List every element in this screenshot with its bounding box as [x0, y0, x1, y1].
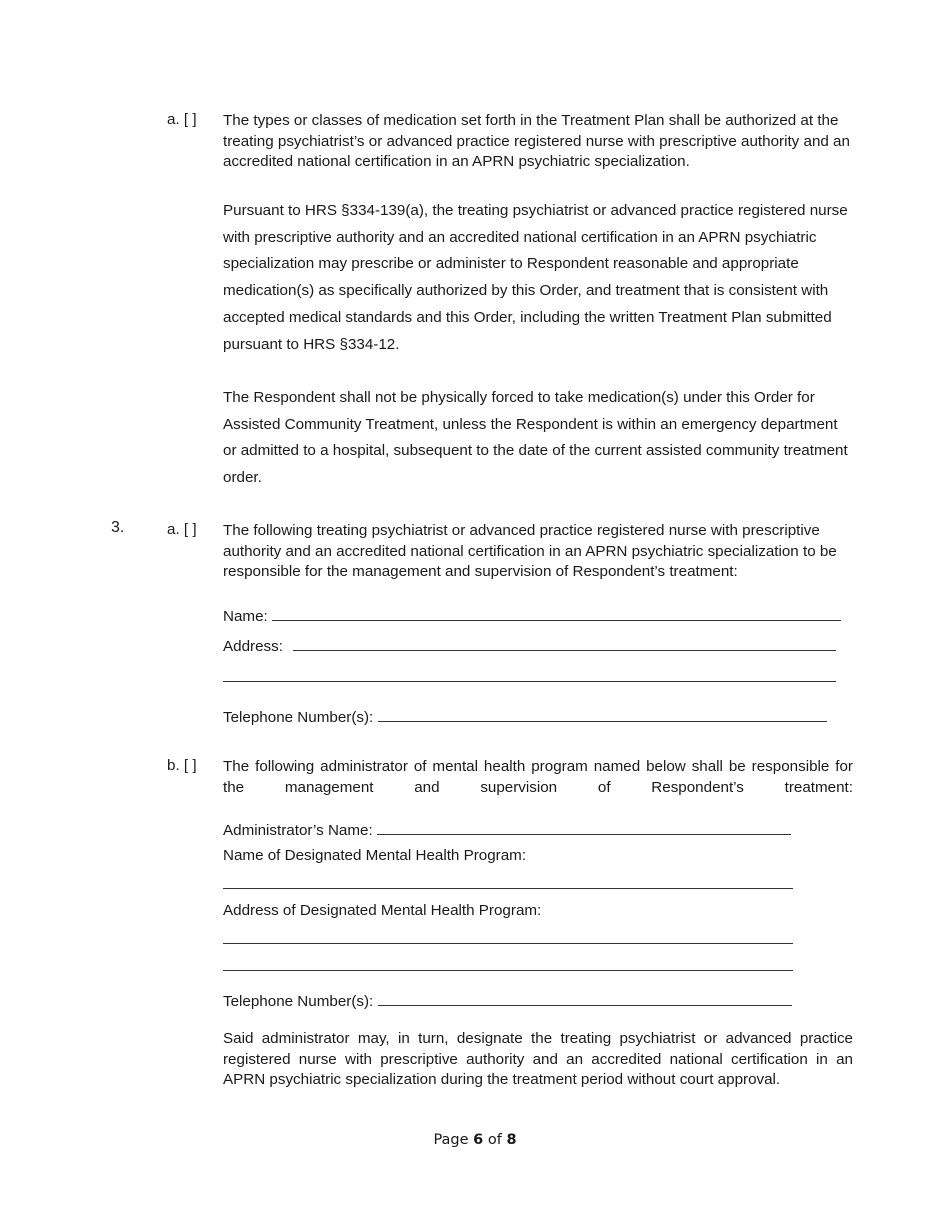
checkbox-2a-label: a. [ ]: [167, 111, 197, 128]
checkbox-3a-label: a. [ ]: [167, 521, 197, 538]
checkbox-3b[interactable]: [167, 757, 197, 774]
paragraph-3a: The following treating psychiatrist or advanced practice registered nurse with prescriptive authority and an accredited national certification in an APRN psychiatric specialization to be responsible for the management and supervision of Respondent’s treatment:: [223, 522, 837, 580]
paragraph-hrs-334-139: Pursuant to HRS §334-139(a), the treating psychiatrist or advanced practice registered nurse with prescriptive authority and an accredited national certification in an APRN psychiatric specialization may prescribe or administer to Respondent reasonable and appropriate medication(s) as specifically authorized by this Order, and treatment that is consistent with accepted medical standards and this Order, including the written Treatment Plan submitted pursuant to HRS §334-12.: [223, 202, 848, 353]
total-pages: 8: [506, 1132, 517, 1148]
address-blank-1[interactable]: [293, 636, 836, 651]
name-field: [223, 606, 841, 625]
telephone-label-3b: Telephone Number(s):: [223, 993, 374, 1010]
telephone-label-3a: Telephone Number(s):: [223, 709, 374, 726]
address-blank-2[interactable]: [223, 681, 836, 682]
name-blank[interactable]: [272, 606, 841, 621]
checkbox-3a[interactable]: [167, 521, 197, 538]
section-number-3: 3.: [111, 519, 125, 536]
telephone-field-3a: [223, 707, 827, 726]
program-name-blank[interactable]: [223, 888, 793, 889]
address-label: Address:: [223, 638, 283, 655]
paragraph-designation: Said administrator may, in turn, designate the treating psychiatrist or advanced practice registered nurse with prescriptive authority and an accredited national certification in an APRN psychiatric specialization during the treatment period without court approval.: [223, 1030, 853, 1088]
administrator-name-label: Administrator’s Name:: [223, 822, 373, 839]
program-name-label: Name of Designated Mental Health Program:: [223, 847, 527, 864]
telephone-blank-3a[interactable]: [378, 707, 827, 722]
telephone-field-3b: [223, 991, 792, 1010]
telephone-blank-3b[interactable]: [378, 991, 792, 1006]
administrator-name-blank[interactable]: [377, 820, 791, 835]
checkbox-2a[interactable]: [167, 111, 197, 128]
program-address-blank-2[interactable]: [223, 970, 793, 971]
page-prefix: Page: [433, 1132, 469, 1148]
page-footer: [0, 1132, 950, 1148]
administrator-name-field: [223, 820, 791, 839]
program-address-label: Address of Designated Mental Health Program:: [223, 902, 542, 919]
program-address-blank-1[interactable]: [223, 943, 793, 944]
paragraph-3b: The following administrator of mental health program named below shall be responsible for the management and supervision of Respondent’s treatment:: [223, 758, 853, 796]
paragraph-2a: The types or classes of medication set forth in the Treatment Plan shall be authorized at the treating psychiatrist’s or advanced practice registered nurse with prescriptive authority and an accredited national certification in an APRN psychiatric specialization.: [223, 112, 850, 170]
paragraph-no-forced-medication: The Respondent shall not be physically forced to take medication(s) under this Order for Assisted Community Treatment, unless the Respondent is within an emergency department or admitted to a hospital, subsequent to the date of the current assisted community treatment order.: [223, 389, 848, 487]
current-page-number: 6: [473, 1132, 484, 1148]
address-field: [223, 636, 836, 655]
checkbox-3b-label: b. [ ]: [167, 757, 197, 774]
page-of: of: [487, 1132, 502, 1148]
name-label: Name:: [223, 608, 268, 625]
